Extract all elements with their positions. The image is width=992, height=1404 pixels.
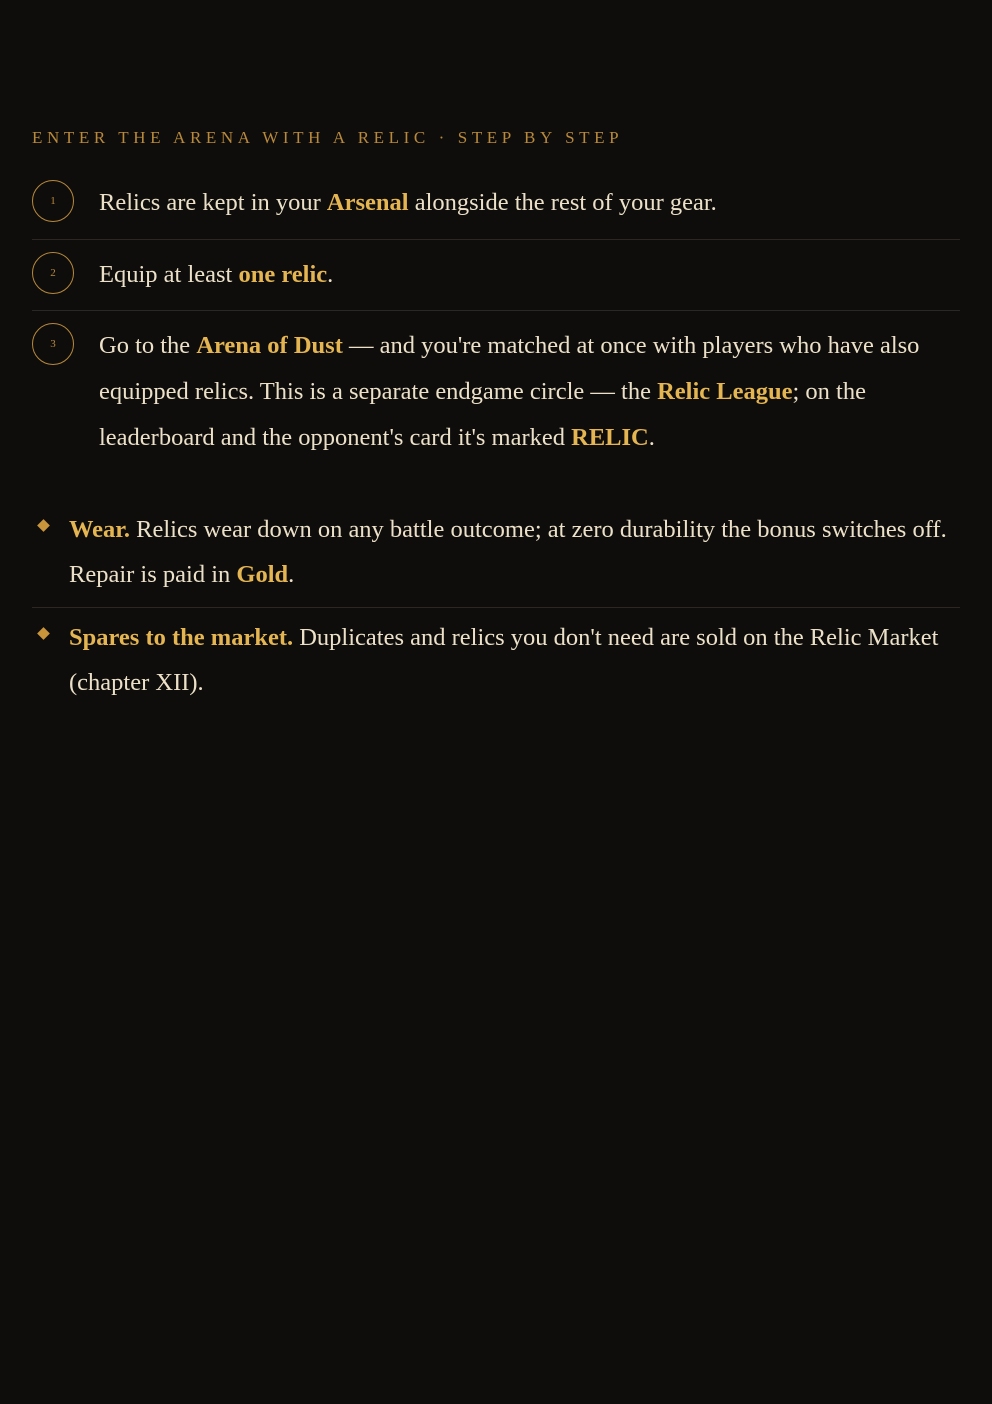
text-run: Relics are kept in your [99, 189, 327, 216]
text-run: Duplicates and relics you don't need are sold on the Relic Market (chapter XII). [69, 624, 939, 696]
note-item [32, 507, 960, 607]
highlight-term: one relic [238, 261, 328, 288]
text-run: ; on the leaderboard and the opponent's card it's marked [99, 378, 866, 451]
highlight-term: Gold [236, 561, 289, 588]
text-run: Go to the [99, 332, 197, 359]
highlight-term: Wear. [69, 516, 131, 543]
text-run: — and you're matched at once with players who have also equipped relics. This is a separate endgame circle — the [99, 332, 920, 405]
step-number-badge: 3 [32, 323, 74, 365]
text-run: . [288, 561, 295, 588]
text-run: Relics wear down on any battle outcome; at zero durability the bonus switches off. Repair is paid in [69, 516, 947, 588]
step-number-badge: 1 [32, 180, 74, 222]
step-text [99, 311, 960, 461]
step-item [32, 168, 960, 240]
highlight-term: Relic League [657, 378, 793, 405]
diamond-bullet-icon [37, 519, 50, 532]
note-text [69, 608, 960, 705]
diamond-bullet-icon [37, 627, 50, 640]
note-item [32, 607, 960, 705]
step-item [32, 240, 960, 311]
text-run: Equip at least [99, 261, 239, 288]
highlight-term: Spares to the market. [69, 624, 294, 651]
steps-list [32, 168, 960, 461]
text-run: alongside the rest of your gear. [408, 189, 717, 216]
highlight-term: Arsenal [326, 189, 409, 216]
highlight-term: Arena of Dust [196, 332, 343, 359]
step-text [99, 240, 960, 298]
step-text [99, 168, 960, 226]
notes-list [32, 507, 960, 705]
step-number-badge: 2 [32, 252, 74, 294]
step-item [32, 311, 960, 461]
section-heading: ENTER THE ARENA WITH A RELIC · STEP BY STEP [32, 128, 624, 147]
text-run: . [327, 261, 334, 288]
text-run: . [648, 424, 655, 451]
note-text [69, 507, 960, 597]
highlight-term: RELIC [571, 424, 649, 451]
